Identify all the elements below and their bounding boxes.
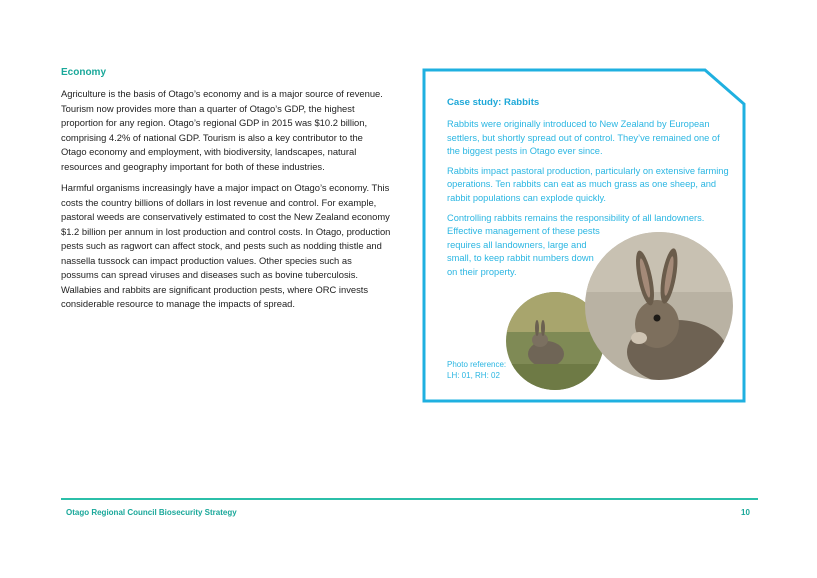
case-study-paragraph-4: Effective management of these pests requires all landowners, large and small, to keep rabbit numbers down on their property. bbox=[447, 226, 600, 277]
economy-paragraph-2: Harmful organisms increasingly have a major impact on Otago’s economy. This costs the country billions of dollars in lost revenue and control. For example, pastoral weeds are conservatively estimated to cost the New Zealand economy $1.2 billion per annum in lost production and control costs. In Otago, production pests such as ragwort can affect stock, and pests such as nodding thistle and nassella tussock can impact production values. Other species such as possums can spread viruses and diseases such as bovine tuberculosis. Wallabies and rabbits are significant production pests, where ORC invests considerable resource to manage the impacts of spread. bbox=[61, 182, 391, 309]
footer-title: Otago Regional Council Biosecurity Strategy bbox=[66, 508, 237, 517]
economy-section bbox=[61, 67, 391, 319]
case-study-paragraph-1: Rabbits were originally introduced to New Zealand by European settlers, but shortly spread out of control. They’ve remained one of the biggest pests in Otago ever since. bbox=[447, 119, 720, 157]
page-number: 10 bbox=[741, 508, 750, 517]
case-study-paragraph-2: Rabbits impact pastoral production, particularly on extensive farming operations. Ten rabbits can eat as much grass as one sheep, and rabbit populations can explode quickly. bbox=[447, 165, 729, 203]
rabbit-photo-large bbox=[585, 232, 733, 380]
case-study-paragraph-3: Controlling rabbits remains the responsibility of all landowners. bbox=[447, 212, 705, 223]
footer-divider bbox=[61, 498, 758, 500]
case-study-box bbox=[422, 68, 747, 404]
economy-paragraph-1: Agriculture is the basis of Otago’s economy and is a major source of revenue. Tourism now provides more than a quarter of Otago’s GDP, the highest proportion for any region. Otago’s regional GDP in 2015 was $10.2 billion, comprising 4.2% of national GDP. Tourism is also a key contributor to the Otago economy and employment, with biodiversity, landscapes, natural resources and geography important for both of these industries. bbox=[61, 88, 383, 172]
section-heading: Economy bbox=[61, 67, 107, 78]
photo-reference: Photo reference: LH: 01, RH: 02 bbox=[447, 360, 507, 380]
case-study-title: Case study: Rabbits bbox=[447, 97, 540, 108]
